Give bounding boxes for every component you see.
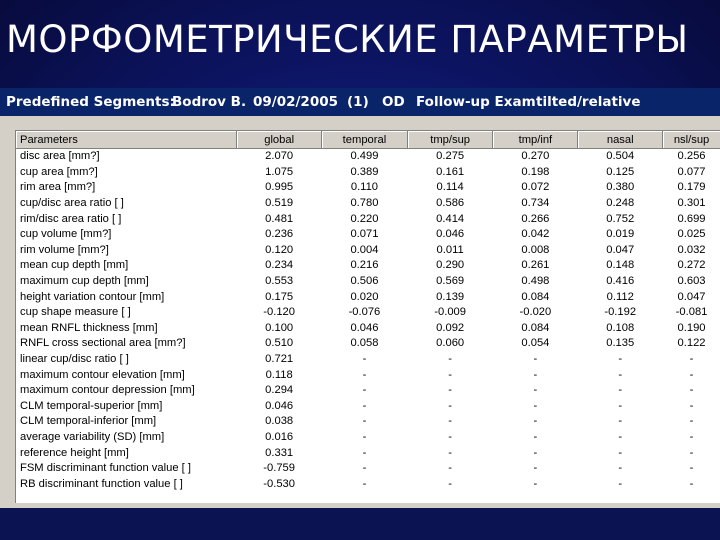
value-cell: -: [689, 399, 694, 412]
parameter-name-cell: RB discriminant function value [ ]: [20, 477, 183, 490]
value-cell: -: [618, 477, 623, 490]
value-cell: -: [533, 353, 538, 366]
value-cell: 0.008: [521, 243, 550, 256]
value-cell: 0.301: [677, 197, 706, 210]
value-cell: 0.122: [677, 337, 706, 350]
value-cell: 0.198: [521, 165, 550, 178]
value-cell: 0.504: [606, 150, 635, 163]
column-header-value[interactable]: nsl/sup: [663, 131, 720, 149]
value-cell: -: [618, 368, 623, 381]
value-cell: 0.234: [265, 259, 294, 272]
value-cell: -: [362, 446, 367, 459]
value-cell: 0.569: [436, 275, 465, 288]
value-cell: -: [362, 399, 367, 412]
value-cell: -: [618, 462, 623, 475]
table-row: [16, 180, 720, 196]
value-cell: 0.135: [606, 337, 635, 350]
value-cell: 0.275: [436, 150, 465, 163]
value-cell: -: [448, 399, 452, 412]
table-row: [16, 211, 720, 227]
value-cell: 0.148: [606, 259, 635, 272]
parameter-name-cell: linear cup/disc ratio [ ]: [20, 353, 129, 366]
value-cell: -: [618, 384, 623, 397]
value-cell: -: [448, 477, 452, 490]
value-cell: 0.220: [350, 212, 379, 225]
parameter-name-cell: mean cup depth [mm]: [20, 259, 129, 272]
value-cell: 0.499: [350, 150, 379, 163]
value-cell: 0.389: [350, 165, 379, 178]
value-cell: 0.084: [521, 290, 550, 303]
parameter-name-cell: reference height [mm]: [20, 446, 129, 459]
table-row: [16, 321, 720, 337]
exam-index: (1): [347, 94, 369, 110]
value-cell: 0.046: [350, 321, 379, 334]
value-cell: -: [689, 462, 694, 475]
value-cell: -0.076: [348, 306, 381, 319]
value-cell: -: [689, 446, 694, 459]
value-cell: -: [618, 430, 623, 443]
value-cell: 0.248: [606, 197, 635, 210]
table-header-row: [16, 131, 720, 149]
value-cell: -: [689, 415, 694, 428]
parameter-name-cell: maximum cup depth [mm]: [20, 275, 149, 288]
table-row: [16, 149, 720, 165]
parameter-name-cell: CLM temporal-inferior [mm]: [20, 415, 157, 428]
value-cell: -0.192: [604, 306, 637, 319]
column-header-value[interactable]: nasal: [578, 131, 663, 149]
value-cell: 0.112: [606, 290, 634, 303]
value-cell: -: [362, 477, 367, 490]
value-cell: -: [533, 415, 538, 428]
value-cell: 0.256: [677, 150, 706, 163]
value-cell: -: [689, 384, 694, 397]
value-cell: 0.125: [606, 165, 635, 178]
parameter-name-cell: RNFL cross sectional area [mm?]: [20, 337, 186, 350]
table-row: [16, 476, 720, 492]
parameters-table: [16, 131, 720, 492]
parameter-name-cell: maximum contour depression [mm]: [20, 384, 195, 397]
value-cell: -: [618, 415, 623, 428]
column-header-value[interactable]: tmp/sup: [407, 131, 493, 149]
patient-name: Bodrov B.: [172, 94, 247, 110]
value-cell: -0.009: [434, 306, 466, 319]
parameter-name-cell: cup volume [mm?]: [20, 228, 112, 241]
value-cell: 0.077: [677, 165, 706, 178]
parameter-name-cell: mean RNFL thickness [mm]: [20, 321, 158, 334]
value-cell: -: [689, 477, 694, 490]
value-cell: 0.046: [436, 228, 465, 241]
value-cell: 0.294: [265, 384, 294, 397]
table-row: [16, 399, 720, 415]
value-cell: -: [689, 368, 694, 381]
parameter-name-cell: rim area [mm?]: [20, 181, 96, 194]
table-row: [16, 336, 720, 352]
value-cell: 0.139: [436, 290, 465, 303]
value-cell: 0.004: [350, 243, 379, 256]
value-cell: 0.290: [436, 259, 465, 272]
value-cell: -0.530: [263, 477, 296, 490]
value-cell: -: [618, 353, 623, 366]
value-cell: 0.190: [677, 321, 706, 334]
parameter-name-cell: cup shape measure [ ]: [20, 306, 131, 319]
value-cell: -0.759: [263, 462, 296, 475]
table-row: [16, 289, 720, 305]
column-header-value[interactable]: temporal: [322, 131, 408, 149]
value-cell: 0.331: [265, 446, 294, 459]
value-cell: 0.025: [677, 228, 706, 241]
table-row: [16, 305, 720, 321]
results-window: [0, 88, 720, 508]
value-cell: 0.120: [265, 243, 294, 256]
value-cell: 0.054: [521, 337, 550, 350]
value-cell: 0.699: [677, 212, 706, 225]
value-cell: 0.019: [606, 228, 635, 241]
value-cell: 0.016: [265, 430, 294, 443]
exam-header-bar: [0, 88, 720, 116]
value-cell: 0.272: [677, 259, 706, 272]
value-cell: 0.114: [436, 181, 464, 194]
value-cell: 0.216: [350, 259, 379, 272]
value-cell: -: [362, 415, 367, 428]
value-cell: 0.414: [436, 212, 465, 225]
value-cell: -: [533, 462, 538, 475]
value-cell: -: [618, 399, 623, 412]
value-cell: -: [448, 368, 452, 381]
table-row: [16, 165, 720, 181]
value-cell: 0.261: [521, 259, 550, 272]
value-cell: -: [533, 399, 538, 412]
value-cell: -: [618, 446, 623, 459]
value-cell: 0.100: [265, 321, 294, 334]
value-cell: -: [362, 368, 367, 381]
table-row: [16, 430, 720, 446]
value-cell: 0.047: [606, 243, 635, 256]
value-cell: -: [448, 446, 452, 459]
value-cell: 0.995: [265, 181, 294, 194]
table-row: [16, 461, 720, 477]
value-cell: 2.070: [265, 150, 294, 163]
value-cell: 0.586: [436, 197, 465, 210]
value-cell: 0.179: [677, 181, 706, 194]
value-cell: -: [689, 430, 694, 443]
parameter-name-cell: average variability (SD) [mm]: [20, 430, 165, 443]
value-cell: 0.380: [606, 181, 635, 194]
display-mode: tilted/relative: [536, 94, 641, 110]
value-cell: -: [533, 477, 538, 490]
parameter-name-cell: rim volume [mm?]: [20, 243, 109, 256]
value-cell: 0.092: [436, 321, 465, 334]
value-cell: -: [362, 430, 367, 443]
parameter-name-cell: maximum contour elevation [mm]: [20, 368, 185, 381]
table-row: [16, 383, 720, 399]
value-cell: 0.519: [265, 197, 294, 210]
value-cell: 0.416: [606, 275, 635, 288]
value-cell: 0.108: [606, 321, 635, 334]
parameter-name-cell: disc area [mm?]: [20, 150, 100, 163]
table-row: [16, 414, 720, 430]
parameter-name-cell: CLM temporal-superior [mm]: [20, 399, 163, 412]
value-cell: 0.046: [265, 399, 294, 412]
segments-label: Predefined Segments:: [6, 94, 175, 110]
parameter-name-cell: rim/disc area ratio [ ]: [20, 212, 122, 225]
table-row: [16, 258, 720, 274]
value-cell: 0.058: [350, 337, 379, 350]
table-body: [16, 149, 720, 493]
value-cell: -: [448, 462, 452, 475]
value-cell: -: [533, 368, 538, 381]
table-row: [16, 274, 720, 290]
value-cell: 0.060: [436, 337, 465, 350]
table-row: [16, 243, 720, 259]
column-header-value[interactable]: global: [237, 131, 322, 149]
value-cell: -: [689, 353, 694, 366]
value-cell: 0.032: [677, 243, 706, 256]
value-cell: -: [533, 430, 538, 443]
column-header-value[interactable]: tmp/inf: [493, 131, 578, 149]
value-cell: 0.042: [521, 228, 550, 241]
value-cell: 0.071: [350, 228, 379, 241]
exam-date: 09/02/2005: [253, 94, 339, 110]
exam-type: Follow-up Exam: [416, 94, 536, 110]
value-cell: 0.498: [521, 275, 550, 288]
value-cell: -: [448, 430, 452, 443]
value-cell: 0.752: [606, 212, 635, 225]
value-cell: -: [533, 384, 538, 397]
value-cell: -: [362, 462, 367, 475]
value-cell: 0.510: [265, 337, 294, 350]
value-cell: -0.120: [263, 306, 296, 319]
eye-label: OD: [382, 94, 405, 110]
slide-title: МОРФОМЕТРИЧЕСКИЕ ПАРАМЕТРЫ: [6, 18, 689, 61]
value-cell: -0.020: [519, 306, 552, 319]
value-cell: 0.175: [265, 290, 294, 303]
value-cell: 1.075: [265, 165, 294, 178]
value-cell: 0.780: [350, 197, 379, 210]
value-cell: 0.110: [350, 181, 379, 194]
value-cell: -: [448, 353, 452, 366]
value-cell: 0.734: [521, 197, 550, 210]
table-row: [16, 196, 720, 212]
value-cell: 0.084: [521, 321, 550, 334]
value-cell: -: [448, 415, 452, 428]
slide-bottom-strip: [0, 508, 720, 540]
parameter-name-cell: cup/disc area ratio [ ]: [20, 197, 124, 210]
value-cell: 0.266: [521, 212, 550, 225]
parameters-grid[interactable]: [15, 130, 720, 503]
table-row: [16, 445, 720, 461]
value-cell: -: [362, 353, 367, 366]
table-row: [16, 367, 720, 383]
value-cell: 0.236: [265, 228, 294, 241]
table-row: [16, 352, 720, 368]
value-cell: -: [362, 384, 367, 397]
value-cell: 0.506: [350, 275, 379, 288]
table-row: [16, 227, 720, 243]
value-cell: -: [448, 384, 452, 397]
value-cell: 0.020: [350, 290, 379, 303]
parameter-name-cell: height variation contour [mm]: [20, 290, 165, 303]
value-cell: -0.081: [675, 306, 708, 319]
value-cell: 0.038: [265, 415, 294, 428]
value-cell: -: [533, 446, 538, 459]
value-cell: 0.603: [677, 275, 706, 288]
value-cell: 0.047: [677, 290, 706, 303]
value-cell: 0.118: [265, 368, 293, 381]
value-cell: 0.270: [521, 150, 550, 163]
value-cell: 0.161: [436, 165, 465, 178]
value-cell: 0.553: [265, 275, 294, 288]
parameter-name-cell: FSM discriminant function value [ ]: [20, 462, 191, 475]
value-cell: 0.072: [521, 181, 550, 194]
value-cell: 0.011: [436, 243, 464, 256]
column-header-parameters[interactable]: Parameters: [16, 131, 237, 149]
value-cell: 0.721: [265, 353, 294, 366]
value-cell: 0.481: [265, 212, 294, 225]
parameter-name-cell: cup area [mm?]: [20, 165, 98, 178]
